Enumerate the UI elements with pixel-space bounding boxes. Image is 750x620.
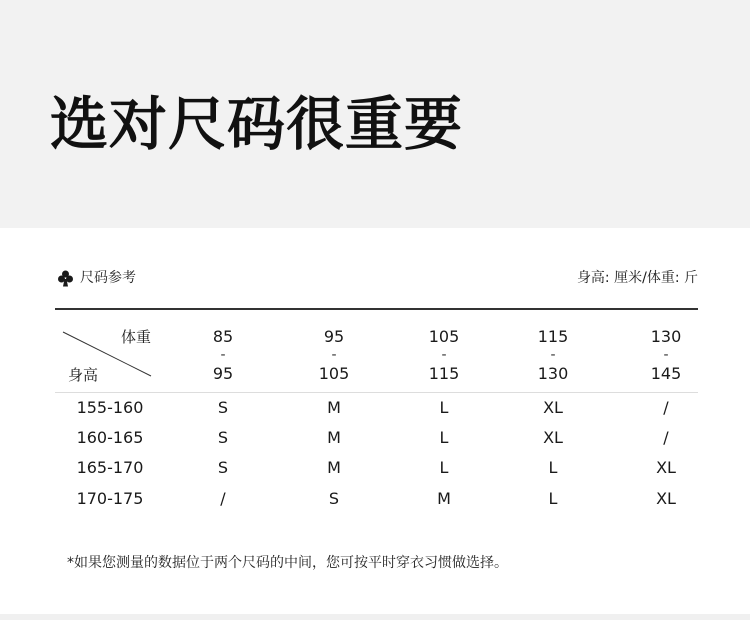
size-cell: M xyxy=(327,398,341,417)
weight-separator: - xyxy=(550,347,556,363)
size-cell: L xyxy=(548,458,558,477)
row-height-label: 155-160 xyxy=(76,398,144,417)
size-cell: S xyxy=(217,458,229,477)
size-cell: XL xyxy=(543,428,563,447)
size-cell: M xyxy=(327,458,341,477)
size-cell: L xyxy=(439,428,449,447)
corner-weight-label: 体重 xyxy=(121,328,152,346)
weight-separator: - xyxy=(663,347,669,363)
size-cell: L xyxy=(439,398,449,417)
weight-low: 130 xyxy=(650,327,682,346)
row-height-label: 165-170 xyxy=(76,458,144,477)
size-cell: / xyxy=(663,428,669,447)
weight-column-header xyxy=(183,328,263,383)
size-cell: S xyxy=(217,398,229,417)
club-icon xyxy=(58,270,73,287)
size-cell: XL xyxy=(656,458,676,477)
weight-separator: - xyxy=(441,347,447,363)
footnote: *如果您测量的数据位于两个尺码的中间，您可按平时穿衣习惯做选择。 xyxy=(67,555,508,571)
weight-column-header xyxy=(404,328,484,383)
weight-high: 115 xyxy=(428,364,460,383)
weight-low: 105 xyxy=(428,327,460,346)
weight-column-header xyxy=(294,328,374,383)
page-title: 选对尺码很重要 xyxy=(50,90,464,158)
weight-low: 95 xyxy=(323,327,345,346)
size-cell: L xyxy=(439,458,449,477)
size-cell: / xyxy=(663,398,669,417)
unit-note: 身高: 厘米/体重: 斤 xyxy=(576,270,698,286)
bottom-bar xyxy=(0,614,750,620)
weight-low: 85 xyxy=(212,327,234,346)
header-divider xyxy=(55,392,698,393)
header-banner xyxy=(0,0,750,228)
size-cell: S xyxy=(217,428,229,447)
weight-high: 130 xyxy=(537,364,569,383)
size-cell: XL xyxy=(656,489,676,508)
weight-column-header xyxy=(513,328,593,383)
weight-column-header xyxy=(626,328,706,383)
row-height-label: 160-165 xyxy=(76,428,144,447)
row-height-label: 170-175 xyxy=(76,489,144,508)
weight-separator: - xyxy=(331,347,337,363)
section-label: 尺码参考 xyxy=(80,270,136,286)
size-cell: XL xyxy=(543,398,563,417)
size-cell: S xyxy=(328,489,340,508)
weight-high: 145 xyxy=(650,364,682,383)
corner-height-label: 身高 xyxy=(68,366,99,384)
size-cell: M xyxy=(437,489,451,508)
size-cell: L xyxy=(548,489,558,508)
size-cell: / xyxy=(220,489,226,508)
table-top-rule xyxy=(55,308,698,310)
size-cell: M xyxy=(327,428,341,447)
weight-high: 95 xyxy=(212,364,234,383)
section-header xyxy=(58,268,698,290)
weight-high: 105 xyxy=(318,364,350,383)
weight-low: 115 xyxy=(537,327,569,346)
weight-separator: - xyxy=(220,347,226,363)
